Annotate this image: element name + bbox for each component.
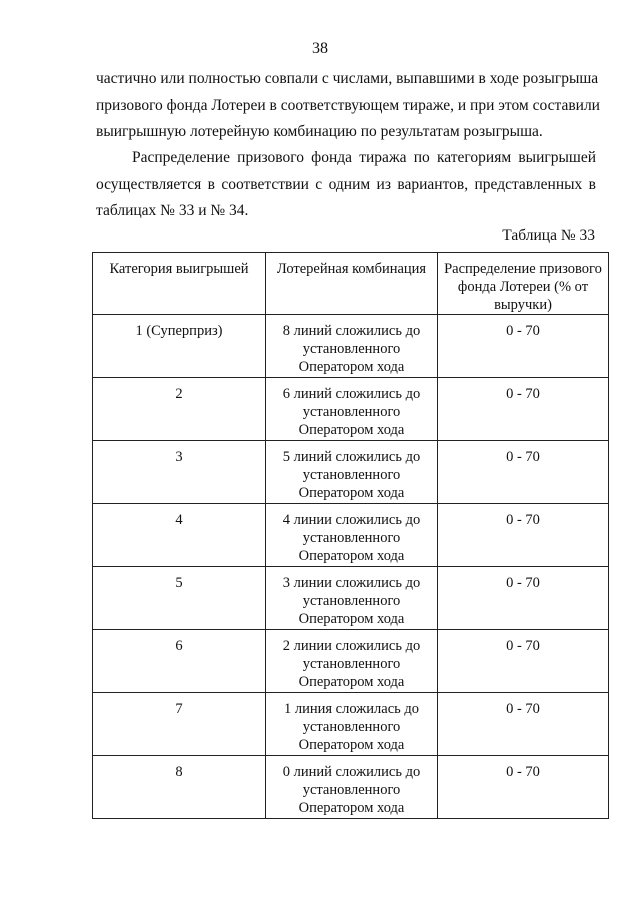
cell-combination: 4 линии сложились до установленного Оператором хода xyxy=(266,504,438,567)
table-row xyxy=(93,567,609,630)
cell-category: 1 (Суперприз) xyxy=(93,315,266,378)
cell-combination: 1 линия сложилась до установленного Оператором хода xyxy=(266,693,438,756)
table-row xyxy=(93,756,609,819)
cell-combination: 0 линий сложились до установленного Оператором хода xyxy=(266,756,438,819)
cell-combination: 6 линий сложились до установленного Оператором хода xyxy=(266,378,438,441)
cell-distribution: 0 - 70 xyxy=(438,504,609,567)
cell-distribution: 0 - 70 xyxy=(438,378,609,441)
cell-combination: 2 линии сложились до установленного Оператором хода xyxy=(266,630,438,693)
table-row xyxy=(93,441,609,504)
paragraph-distribution xyxy=(96,145,596,225)
cell-distribution: 0 - 70 xyxy=(438,441,609,504)
cell-distribution: 0 - 70 xyxy=(438,630,609,693)
header-category: Категория выигрышей xyxy=(93,253,266,315)
page-number: 38 xyxy=(312,40,328,57)
cell-combination: 8 линий сложились до установленного Оператором хода xyxy=(266,315,438,378)
table-header-row xyxy=(93,253,609,315)
cell-distribution: 0 - 70 xyxy=(438,756,609,819)
prize-distribution-table xyxy=(92,252,609,819)
cell-category: 4 xyxy=(93,504,266,567)
paragraph-line: призового фонда Лотереи в соответствующем тираже, и при этом составили xyxy=(96,96,600,114)
paragraph-continuation xyxy=(96,66,600,146)
cell-distribution: 0 - 70 xyxy=(438,567,609,630)
paragraph-line: выигрышную лотерейную комбинацию по результатам розыгрыша. xyxy=(96,123,543,140)
paragraph-line: таблицах № 33 и № 34. xyxy=(96,202,249,219)
cell-distribution: 0 - 70 xyxy=(438,315,609,378)
table-row xyxy=(93,693,609,756)
paragraph-line: Распределение призового фонда тиража по категориям выигрышей xyxy=(132,149,596,166)
table-row xyxy=(93,378,609,441)
cell-combination: 3 линии сложились до установленного Оператором хода xyxy=(266,567,438,630)
cell-combination: 5 линий сложились до установленного Оператором хода xyxy=(266,441,438,504)
paragraph-line: осуществляется в соответствии с одним из вариантов, представленных в xyxy=(96,175,596,193)
paragraph-line: частично или полностью совпали с числами, выпавшими в ходе розыгрыша xyxy=(96,70,599,87)
table-caption: Таблица № 33 xyxy=(502,227,595,244)
header-distribution: Распределение призового фонда Лотереи (% от выручки) xyxy=(438,253,609,315)
table-row xyxy=(93,630,609,693)
cell-category: 2 xyxy=(93,378,266,441)
cell-category: 7 xyxy=(93,693,266,756)
cell-category: 3 xyxy=(93,441,266,504)
cell-category: 6 xyxy=(93,630,266,693)
table-row xyxy=(93,315,609,378)
cell-category: 8 xyxy=(93,756,266,819)
cell-distribution: 0 - 70 xyxy=(438,693,609,756)
header-combination: Лотерейная комбинация xyxy=(266,253,438,315)
table-row xyxy=(93,504,609,567)
cell-category: 5 xyxy=(93,567,266,630)
